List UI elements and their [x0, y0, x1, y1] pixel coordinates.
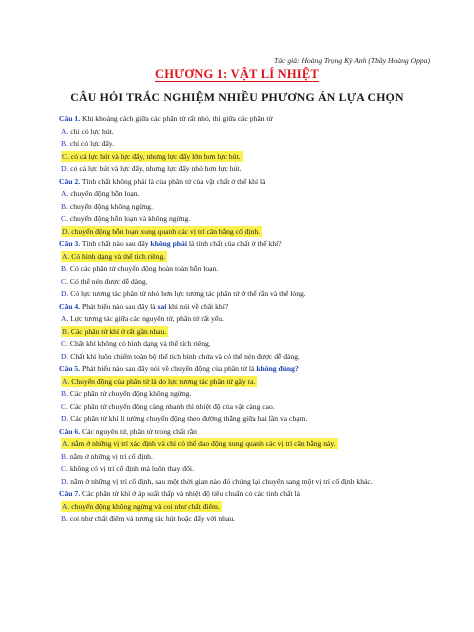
question-text: Các nguyên tử, phân tử trong chất rắn	[82, 426, 197, 436]
answer-option	[59, 164, 437, 177]
option-letter: D.	[61, 414, 69, 423]
question-text: Tính chất không phải là của phân tử của vật chất ở thể khí là	[81, 176, 266, 186]
option-letter: B.	[61, 451, 68, 461]
option-text: chuyển động không ngừng.	[69, 201, 153, 211]
question-stem	[59, 114, 437, 127]
question-stem	[59, 364, 437, 377]
page-title: CÂU HỎI TRẮC NGHIỆM NHIỀU PHƯƠNG ÁN LỰA CHỌN	[70, 90, 404, 104]
option-text: Có thể nén được dễ dàng.	[69, 276, 148, 286]
question-number: Câu 6.	[59, 426, 81, 436]
option-text: Lực tương tác giữa các nguyên tử, phân tử rất yếu.	[70, 314, 224, 323]
answer-option-correct	[59, 152, 437, 165]
answer-option	[59, 264, 437, 277]
answer-option-correct	[59, 327, 437, 340]
option-text: chuyển động hỗn loạn.	[70, 189, 140, 198]
answer-option	[59, 339, 437, 352]
option-letter: C.	[61, 401, 68, 411]
option-letter: A.	[61, 126, 69, 136]
answer-option-correct	[59, 227, 437, 240]
option-text: Có các phân tử chuyển động hoàn toàn hỗn loạn.	[69, 264, 219, 273]
option-letter: D.	[61, 289, 69, 298]
option-letter: D.	[61, 164, 69, 173]
option-text: chuyển động không ngừng và coi như chất điểm.	[71, 501, 220, 511]
question-emphasis: không phải	[150, 239, 187, 248]
answer-option	[59, 214, 437, 227]
option-text: Các phân tử chuyển động không ngừng.	[69, 389, 192, 398]
question-text: Khi khoảng cách giữa các phân tử rất nhỏ, thì giữa các phân tử	[82, 114, 273, 123]
answer-option	[59, 202, 437, 215]
answer-highlight	[61, 226, 262, 237]
option-letter: B.	[62, 326, 69, 336]
answer-option	[59, 139, 437, 152]
option-letter: C.	[62, 151, 69, 161]
question-text-end: khi nói về chất khí?	[168, 301, 229, 311]
answer-option-correct	[59, 439, 437, 452]
option-text: Các phân tử chuyển động càng nhanh thì nhiệt độ của vật càng cao.	[69, 401, 275, 411]
option-text: không có vị trí cố định mà luôn thay đổi.	[69, 464, 194, 473]
option-letter: A.	[61, 314, 69, 323]
answer-option-correct	[59, 252, 437, 265]
option-letter: D.	[62, 226, 70, 236]
option-text: Chuyển động của phân tử là do lực tương tác phân tử gây ra.	[71, 376, 256, 386]
option-letter: B.	[61, 201, 68, 211]
question-stem	[59, 239, 437, 252]
option-text: Các phân tử khí ở rất gần nhau.	[70, 326, 167, 336]
option-letter: B.	[61, 264, 68, 273]
option-text: chuyển động hỗn loạn xung quanh các vị trí cân bằng cố định.	[71, 226, 261, 236]
option-letter: A.	[62, 501, 70, 511]
answer-option	[59, 464, 437, 477]
question-stem	[59, 177, 437, 190]
question-emphasis: không đúng?	[256, 364, 299, 373]
option-text: nằm ở những vị trí xác định và chỉ có thể dao động xung quanh các vị trí cân bằng này.	[71, 439, 336, 448]
option-letter: C.	[61, 214, 68, 223]
option-text: nằm ở những vị trí cố định, sau một thời gian nào đó chúng lại chuyển sang một vị trí cố định khác.	[70, 476, 373, 486]
answer-highlight	[61, 501, 222, 512]
answer-option	[59, 277, 437, 290]
answer-highlight	[61, 251, 167, 262]
question-number: Câu 2.	[59, 176, 81, 186]
chapter-heading	[0, 67, 474, 82]
option-letter: B.	[61, 139, 68, 148]
option-letter: D.	[61, 351, 69, 361]
question-text: Phát biểu nào sau đây nói về chuyển động của phân tử là	[82, 364, 255, 373]
answer-option	[59, 189, 437, 202]
question-text-end: là tính chất của chất ở thể khí?	[188, 239, 282, 248]
option-text: Chất khí không có hình dạng và thể tích riêng.	[69, 339, 211, 348]
option-letter: A.	[62, 439, 70, 448]
option-letter: C.	[61, 464, 68, 473]
chapter-heading-text: CHƯƠNG 1: VẬT LÍ NHIỆT	[155, 67, 319, 81]
option-text: có cả lực hút và lực đẩy, nhưng lực đẩy nhỏ hơn lực hút.	[70, 164, 242, 173]
answer-option	[59, 414, 437, 427]
question-number: Câu 1.	[59, 114, 81, 123]
option-text: chuyển động hỗn loạn và không ngừng.	[69, 214, 191, 223]
answer-highlight	[61, 438, 338, 449]
option-text: Có lực tương tác phân tử nhỏ hơn lực tương tác phân tử ở thể rắn và thể lỏng.	[70, 289, 306, 298]
answer-option	[59, 477, 437, 490]
answer-highlight	[61, 376, 257, 387]
answer-option	[59, 514, 437, 527]
question-text: Các phân tử khí ở áp suất thấp và nhiệt độ tiêu chuẩn có các tính chất là	[82, 489, 300, 498]
answer-option	[59, 452, 437, 465]
answer-option	[59, 402, 437, 415]
option-letter: C.	[61, 276, 68, 286]
question-stem	[59, 489, 437, 502]
option-text: Các phân tử khí lí tưởng chuyển động theo đường thẳng giữa hai lần va chạm.	[70, 414, 308, 423]
question-number: Câu 4.	[59, 301, 81, 311]
option-text: có cả lực hút và lực đẩy, nhưng lực đẩy lớn hơn lực hút.	[70, 151, 241, 161]
option-text: chỉ có lực hút.	[70, 126, 114, 136]
answer-highlight	[61, 151, 243, 162]
answer-option	[59, 127, 437, 140]
question-number: Câu 3.	[59, 239, 81, 248]
question-text: Phát biểu nào sau đây là	[82, 301, 156, 311]
answer-option	[59, 389, 437, 402]
option-letter: A.	[61, 189, 69, 198]
answer-option	[59, 289, 437, 302]
option-text: Chất khí luôn chiếm toàn bộ thể tích bình chứa và có thể nén được dễ dàng.	[70, 351, 300, 361]
answer-option-correct	[59, 377, 437, 390]
option-text: chỉ có lực đẩy.	[69, 139, 114, 148]
option-letter: B.	[61, 514, 68, 523]
question-emphasis: sai	[157, 301, 167, 311]
option-letter: A.	[62, 376, 70, 386]
answer-option	[59, 314, 437, 327]
option-letter: A.	[62, 251, 70, 261]
option-text: nằm ở những vị trí cố định.	[69, 451, 153, 461]
question-list	[59, 114, 437, 527]
option-letter: C.	[61, 339, 68, 348]
option-letter: D.	[61, 476, 69, 486]
author-credit: Tác giả: Hoàng Trọng Kỳ Anh (Thầy Hoàng Oppa)	[274, 56, 430, 65]
answer-option-correct	[59, 502, 437, 515]
question-stem	[59, 302, 437, 315]
answer-option	[59, 352, 437, 365]
question-number: Câu 7.	[59, 489, 81, 498]
option-letter: B.	[61, 389, 68, 398]
option-text: Có hình dạng và thể tích riêng.	[71, 251, 166, 261]
question-text: Tính chất nào sau đây	[81, 239, 149, 248]
option-text: coi như chất điểm và tương tác hút hoặc đẩy với nhau.	[69, 514, 236, 523]
answer-highlight	[61, 326, 168, 337]
question-number: Câu 5.	[59, 364, 81, 373]
